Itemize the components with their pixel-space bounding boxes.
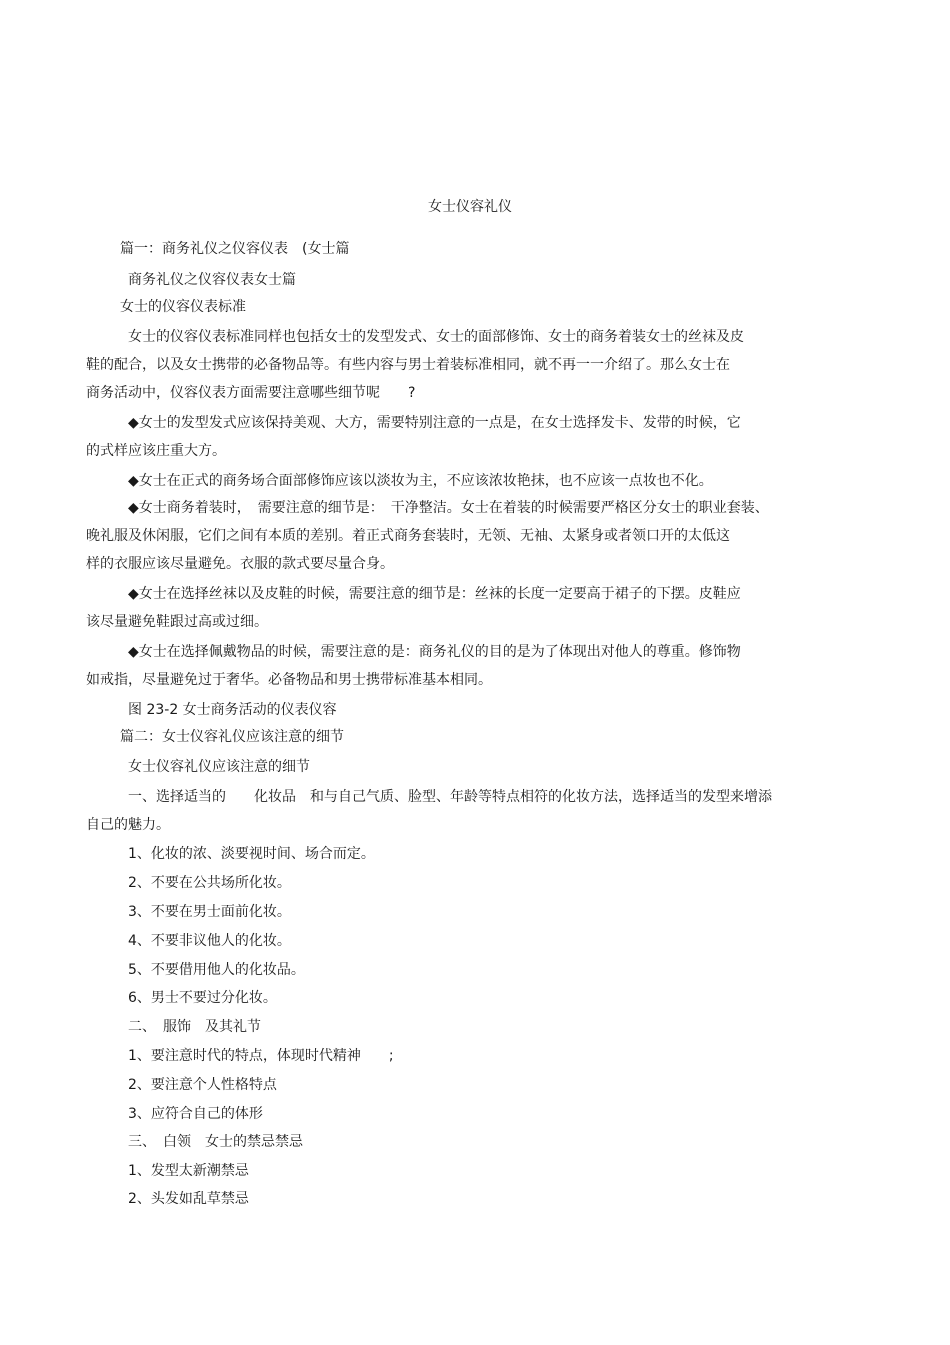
list-item: 3、应符合自己的体形 <box>128 1106 263 1122</box>
text-line: ◆女士在正式的商务场合面部修饰应该以淡妆为主，不应该浓妆艳抹，也不应该一点妆也不化。 <box>128 473 713 489</box>
figure-caption: 图 23-2 女士商务活动的仪表仪容 <box>128 702 337 718</box>
section-heading: 篇二：女士仪容礼仪应该注意的细节 <box>120 729 344 745</box>
text-line: 女士仪容礼仪应该注意的细节 <box>128 759 310 775</box>
text-line: 的式样应该庄重大方。 <box>86 443 226 459</box>
text-line: 篇一：商务礼仪之仪容仪表 (女士篇 <box>120 241 350 257</box>
text-line: 自己的魅力。 <box>86 817 170 833</box>
text-line: 女士的仪容仪表标准 <box>120 299 246 315</box>
text-line: 女士的仪容仪表标准同样也包括女士的发型发式、女士的面部修饰、女士的商务着装女士的丝袜及皮 <box>128 329 744 345</box>
text-line: 一、选择适当的 化妆品 和与自己气质、脸型、年龄等特点相符的化妆方法，选择适当的发型来增添 <box>128 789 772 805</box>
text-line: 鞋的配合，以及女士携带的必备物品等。有些内容与男士着装标准相同，就不再一一介绍了。那么女士在 <box>86 357 730 373</box>
text-line: ◆女士的发型发式应该保持美观、大方，需要特别注意的一点是，在女士选择发卡、发带的时候，它 <box>128 415 741 431</box>
list-item: 2、头发如乱草禁忌 <box>128 1191 249 1207</box>
text-line: 样的衣服应该尽量避免。衣服的款式要尽量合身。 <box>86 556 394 572</box>
list-item: 5、不要借用他人的化妆品。 <box>128 962 305 978</box>
list-item: 2、要注意个人性格特点 <box>128 1077 277 1093</box>
list-item: 1、要注意时代的特点，体现时代精神 ; <box>128 1048 394 1064</box>
text-line: 晚礼服及休闲服，它们之间有本质的差别。着正式商务套装时，无领、无袖、太紧身或者领口开的太低这 <box>86 528 730 544</box>
document-title: 女士仪容礼仪 <box>428 199 512 215</box>
list-item: 3、不要在男士面前化妆。 <box>128 904 291 920</box>
section-heading: 三、 白领 女士的禁忌禁忌 <box>128 1134 303 1150</box>
text-line: ◆女士在选择丝袜以及皮鞋的时候，需要注意的细节是：丝袜的长度一定要高于裙子的下摆。皮鞋应 <box>128 586 741 602</box>
text-line: ◆女士商务着装时， 需要注意的细节是： 干净整洁。女士在着装的时候需要严格区分女士的职业套装、 <box>128 500 769 516</box>
text-line: ◆女士在选择佩戴物品的时候，需要注意的是：商务礼仪的目的是为了体现出对他人的尊重。修饰物 <box>128 644 741 660</box>
list-item: 6、男士不要过分化妆。 <box>128 990 277 1006</box>
text-line: 该尽量避免鞋跟过高或过细。 <box>86 614 268 630</box>
list-item: 1、发型太新潮禁忌 <box>128 1163 249 1179</box>
section-heading: 二、 服饰 及其礼节 <box>128 1019 261 1035</box>
list-item: 4、不要非议他人的化妆。 <box>128 933 291 949</box>
text-line: 商务礼仪之仪容仪表女士篇 <box>128 272 296 288</box>
list-item: 1、化妆的浓、淡要视时间、场合而定。 <box>128 846 375 862</box>
text-line: 如戒指，尽量避免过于奢华。必备物品和男士携带标准基本相同。 <box>86 672 492 688</box>
list-item: 2、不要在公共场所化妆。 <box>128 875 291 891</box>
text-line: 商务活动中，仪容仪表方面需要注意哪些细节呢 ? <box>86 385 416 401</box>
